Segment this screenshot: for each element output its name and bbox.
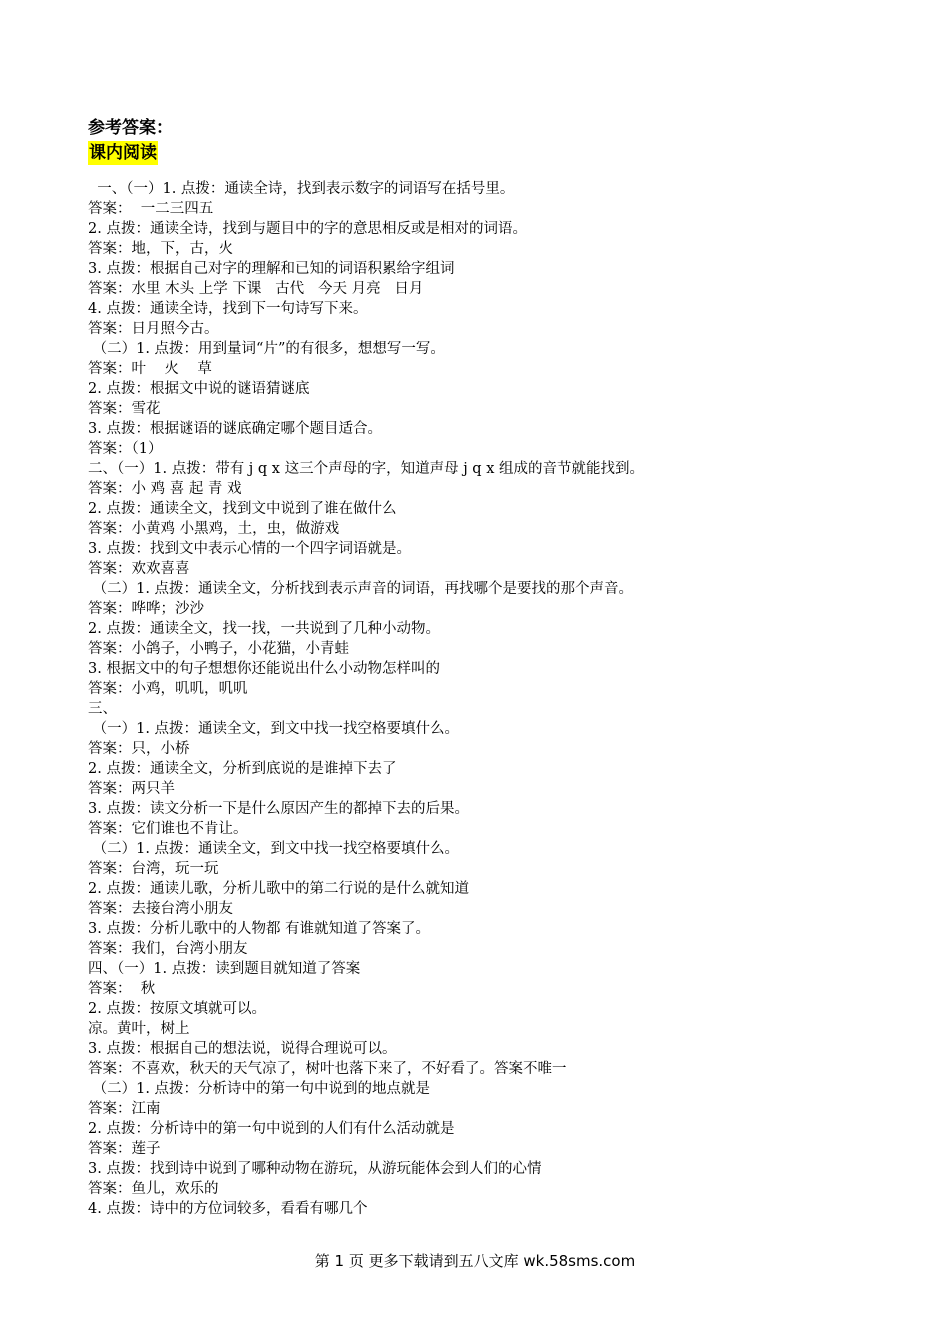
answer-line: 答案：日月照今古。 xyxy=(88,321,219,337)
answer-line: 2. 点拨：通读全诗，找到与题目中的字的意思相反或是相对的词语。 xyxy=(88,221,527,237)
answer-line: 答案： 一二三四五 xyxy=(88,201,214,217)
answer-line: 答案：台湾，玩一玩 xyxy=(88,861,219,877)
answer-line: （二）1. 点拨：用到量词“片”的有很多，想想写一写。 xyxy=(88,341,445,357)
answer-line: 答案：江南 xyxy=(88,1101,161,1117)
answer-line: 答案：只，小桥 xyxy=(88,741,190,757)
answer-line: 答案：小鸡，叽叽，叽叽 xyxy=(88,681,248,697)
answer-line: 2. 点拨：通读全文，找一找，一共说到了几种小动物。 xyxy=(88,621,440,637)
answer-line: 2. 点拨：根据文中说的谜语猜谜底 xyxy=(88,381,310,397)
reference-answer-title: 参考答案： xyxy=(88,118,173,138)
answer-line: 答案：莲子 xyxy=(88,1141,161,1157)
answer-line: 3. 点拨：根据自己的想法说，说得合理说可以。 xyxy=(88,1041,397,1057)
answer-line: 答案：我们，台湾小朋友 xyxy=(88,941,248,957)
answer-line: 3. 点拨：读文分析一下是什么原因产生的都掉下去的后果。 xyxy=(88,801,469,817)
answer-line: 答案：叶 火 草 xyxy=(88,361,212,377)
answer-line: 2. 点拨：通读全文，找到文中说到了谁在做什么 xyxy=(88,501,397,517)
page-footer: 第 1 页 更多下载请到五八文库 wk.58sms.com xyxy=(314,1252,636,1270)
answer-line: 三、 xyxy=(88,701,117,717)
answer-line: 答案：（1） xyxy=(88,441,163,457)
section-title-highlighted: 课内阅读 xyxy=(89,143,157,163)
answer-line: 一、（一）1. 点拨：通读全诗，找到表示数字的词语写在括号里。 xyxy=(88,181,515,197)
answer-line: 凉。黄叶，树上 xyxy=(88,1021,190,1037)
answer-line: 答案：两只羊 xyxy=(88,781,175,797)
answer-line: 3. 点拨：根据谜语的谜底确定哪个题目适合。 xyxy=(88,421,382,437)
answer-line: 2. 点拨：分析诗中的第一句中说到的人们有什么活动就是 xyxy=(88,1121,455,1137)
answer-line: 答案：去接台湾小朋友 xyxy=(88,901,233,917)
answer-line: 答案：欢欢喜喜 xyxy=(88,561,190,577)
answer-line: 3. 点拨：分析儿歌中的人物都 有谁就知道了答案了。 xyxy=(88,921,431,937)
answer-line: 答案：小黄鸡 小黑鸡，土，虫，做游戏 xyxy=(88,521,340,537)
answer-line: 3. 点拨：找到诗中说到了哪种动物在游玩，从游玩能体会到人们的心情 xyxy=(88,1161,542,1177)
answer-line: 答案：雪花 xyxy=(88,401,161,417)
answer-line: 答案：小 鸡 喜 起 青 戏 xyxy=(88,481,242,497)
answer-line: 答案：不喜欢，秋天的天气凉了，树叶也落下来了，不好看了。答案不唯一 xyxy=(88,1061,567,1077)
answer-line: 答案： 秋 xyxy=(88,981,156,997)
heading-block xyxy=(88,117,173,165)
answer-line: 答案：小鸽子，小鸭子，小花猫，小青蛙 xyxy=(88,641,349,657)
answer-line: 2. 点拨：按原文填就可以。 xyxy=(88,1001,266,1017)
answer-line: （二）1. 点拨：通读全文，分析找到表示声音的词语，再找哪个是要找的那个声音。 xyxy=(88,581,634,597)
answer-line: 答案：它们谁也不肯让。 xyxy=(88,821,248,837)
answer-line: 4. 点拨：通读全诗，找到下一句诗写下来。 xyxy=(88,301,368,317)
answer-line: （一）1. 点拨：通读全文，到文中找一找空格要填什么。 xyxy=(88,721,460,737)
answer-list xyxy=(88,179,888,1219)
answer-line: 3. 点拨：根据自己对字的理解和已知的词语积累给字组词 xyxy=(88,261,455,277)
answer-line: 答案：鱼儿，欢乐的 xyxy=(88,1181,219,1197)
answer-line: （二）1. 点拨：分析诗中的第一句中说到的地点就是 xyxy=(88,1081,431,1097)
answer-line: 答案：地，下，古，火 xyxy=(88,241,233,257)
answer-line: 二、（一）1. 点拨：带有 j q x 这三个声母的字，知道声母 j q x 组成的音节就能找到。 xyxy=(88,461,644,477)
answer-line: 答案：哗哗；沙沙 xyxy=(88,601,204,617)
answer-line: 答案：水里 木头 上学 下课 古代 今天 月亮 日月 xyxy=(88,281,424,297)
answer-line: 4. 点拨：诗中的方位词较多，看看有哪几个 xyxy=(88,1201,368,1217)
answer-line: 2. 点拨：通读全文，分析到底说的是谁掉下去了 xyxy=(88,761,397,777)
answer-line: 3. 根据文中的句子想想你还能说出什么小动物怎样叫的 xyxy=(88,661,440,677)
answer-line: （二）1. 点拨：通读全文，到文中找一找空格要填什么。 xyxy=(88,841,460,857)
answer-line: 四、（一）1. 点拨：读到题目就知道了答案 xyxy=(88,961,361,977)
answer-line: 2. 点拨：通读儿歌，分析儿歌中的第二行说的是什么就知道 xyxy=(88,881,469,897)
answer-line: 3. 点拨：找到文中表示心情的一个四字词语就是。 xyxy=(88,541,411,557)
